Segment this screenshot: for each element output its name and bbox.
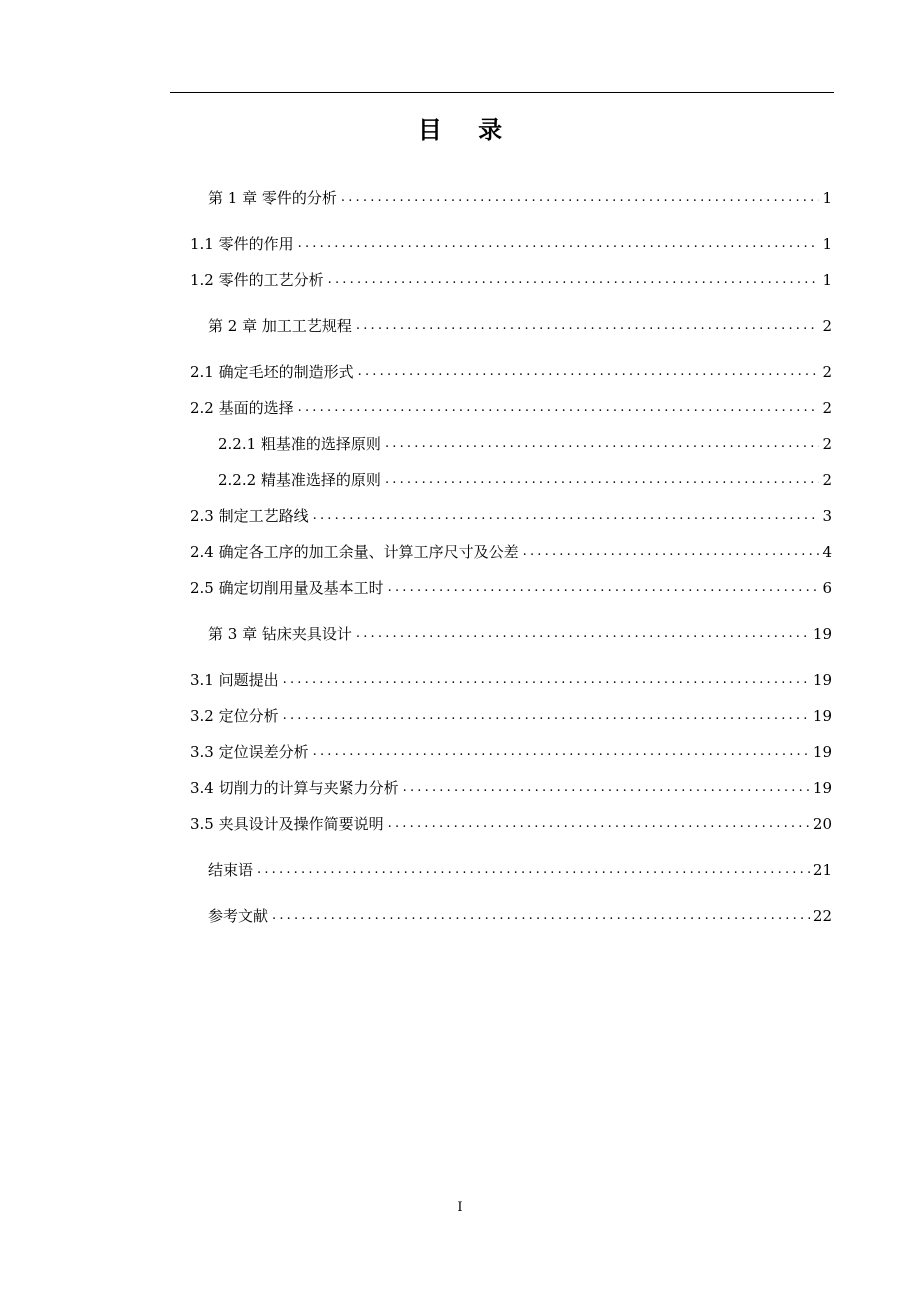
toc-entry-label: 3.1 问题提出 [190, 671, 279, 689]
toc-entry-page: 19 [812, 671, 832, 689]
toc-entry-label: 2.2 基面的选择 [190, 399, 294, 417]
toc-leader-dots [298, 396, 820, 420]
toc-entry-label: 2.1 确定毛坯的制造形式 [190, 363, 354, 381]
toc-entry-label: 参考文献 [208, 907, 269, 925]
toc-entry-2-2-1[interactable] [218, 432, 832, 456]
toc-leader-dots [283, 668, 810, 692]
toc-entry-page: 19 [812, 707, 832, 725]
toc-entry-chapter-3[interactable] [208, 622, 832, 646]
toc-entry-1-2[interactable] [190, 268, 832, 292]
toc-entry-2-4[interactable] [190, 540, 832, 564]
toc-entry-conclusion[interactable] [208, 858, 832, 882]
toc-entry-label: 2.3 制定工艺路线 [190, 507, 309, 525]
toc-entry-2-2-2[interactable] [218, 468, 832, 492]
toc-entry-label: 结束语 [208, 861, 254, 879]
toc-entry-page: 2 [822, 317, 832, 335]
toc-entry-page: 22 [812, 907, 832, 925]
toc-entry-2-5[interactable] [190, 576, 832, 600]
toc-entry-label: 2.5 确定切削用量及基本工时 [190, 579, 384, 597]
toc-leader-dots [313, 740, 810, 764]
toc-entry-label: 3.3 定位误差分析 [190, 743, 309, 761]
toc-leader-dots [388, 576, 820, 600]
toc-entry-label: 第 3 章 钻床夹具设计 [208, 625, 352, 643]
toc-title: 目 录 [417, 116, 517, 144]
toc-leader-dots [328, 268, 820, 292]
toc-entry-3-4[interactable] [190, 776, 832, 800]
toc-entry-page: 1 [822, 235, 832, 253]
toc-entry-references[interactable] [208, 904, 832, 928]
toc-leader-dots [358, 360, 820, 384]
toc-entry-page: 19 [812, 625, 832, 643]
toc-entry-label: 2.2.1 粗基准的选择原则 [218, 435, 381, 453]
toc-entry-page: 2 [822, 363, 832, 381]
toc-entry-chapter-1[interactable] [208, 186, 832, 210]
toc-entry-page: 6 [822, 579, 832, 597]
toc-leader-dots [388, 812, 810, 836]
toc-leader-dots [356, 622, 810, 646]
toc-entry-2-2[interactable] [190, 396, 832, 420]
toc-leader-dots [341, 186, 820, 210]
toc-leader-dots [385, 468, 820, 492]
toc-entry-1-1[interactable] [190, 232, 832, 256]
toc-leader-dots [313, 504, 820, 528]
toc-leader-dots [523, 540, 820, 564]
toc-entry-label: 第 2 章 加工工艺规程 [208, 317, 352, 335]
toc-leader-dots [403, 776, 810, 800]
toc-entry-label: 1.1 零件的作用 [190, 235, 294, 253]
page-number: I [457, 1200, 463, 1215]
toc-entry-page: 2 [822, 435, 832, 453]
toc-entry-label: 3.2 定位分析 [190, 707, 279, 725]
toc-entry-label: 3.5 夹具设计及操作简要说明 [190, 815, 384, 833]
toc-leader-dots [283, 704, 810, 728]
toc-leader-dots [257, 858, 810, 882]
toc-leader-dots [356, 314, 820, 338]
toc-entry-page: 20 [812, 815, 832, 833]
toc-entry-3-5[interactable] [190, 812, 832, 836]
toc-entry-3-2[interactable] [190, 704, 832, 728]
toc-entry-3-1[interactable] [190, 668, 832, 692]
toc-entry-chapter-2[interactable] [208, 314, 832, 338]
toc-entry-label: 3.4 切削力的计算与夹紧力分析 [190, 779, 399, 797]
toc-leader-dots [298, 232, 820, 256]
toc-entry-page: 19 [812, 779, 832, 797]
toc-entry-label: 第 1 章 零件的分析 [208, 189, 337, 207]
toc-leader-dots [272, 904, 810, 928]
toc-entry-page: 19 [812, 743, 832, 761]
toc-entry-page: 4 [822, 543, 832, 561]
toc-entry-label: 1.2 零件的工艺分析 [190, 271, 324, 289]
toc-entry-label: 2.2.2 精基准选择的原则 [218, 471, 381, 489]
toc-entry-page: 3 [822, 507, 832, 525]
toc-entry-2-1[interactable] [190, 360, 832, 384]
toc-entry-page: 1 [822, 189, 832, 207]
toc-entry-page: 2 [822, 399, 832, 417]
toc-leader-dots [385, 432, 820, 456]
toc-entry-label: 2.4 确定各工序的加工余量、计算工序尺寸及公差 [190, 543, 519, 561]
toc-entry-page: 1 [822, 271, 832, 289]
toc-entry-2-3[interactable] [190, 504, 832, 528]
toc-entry-3-3[interactable] [190, 740, 832, 764]
toc-entry-page: 2 [822, 471, 832, 489]
toc-entry-page: 21 [812, 861, 832, 879]
